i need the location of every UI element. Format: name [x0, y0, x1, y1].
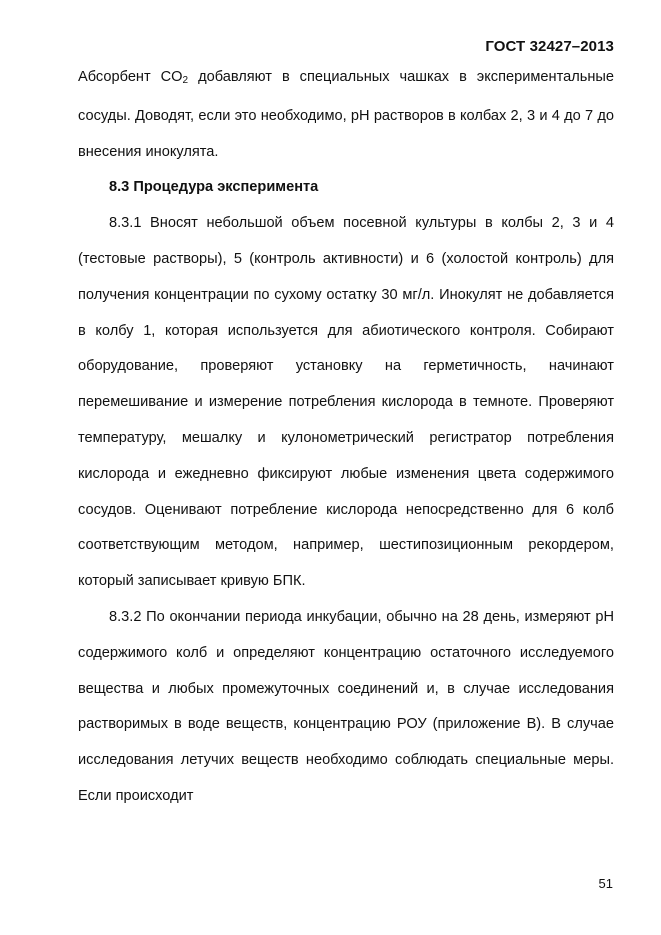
paragraph-absorbent-text-start: Абсорбент CO	[78, 69, 183, 85]
document-body	[78, 60, 614, 815]
paragraph-8-3-2: 8.3.2 По окончании периода инкубации, обычно на 28 день, измеряют pH содержимого колб и определяют концентрацию остаточного исследуемого вещества и любых промежуточных соединений и, в случае исследования растворимых в воде веществ, концентрацию РОУ (приложение B). В случае исследования летучих веществ необходимо соблюдать специальные меры. Если происходит	[78, 608, 614, 804]
paragraph-absorbent-text-end: добавляют в специальных чашках в экспериментальные сосуды. Доводят, если это необходимо, pH растворов в колбах 2, 3 и 4 до 7 до внесения инокулята.	[78, 69, 614, 160]
page-number: 51	[598, 876, 613, 891]
paragraph-8-3-1: 8.3.1 Вносят небольшой объем посевной культуры в колбы 2, 3 и 4 (тестовые растворы), 5 (контроль активности) и 6 (холостой контроль) для получения концентрации по сухому остатку 30 мг/л. Инокулят не добавляется в колбу 1, которая используется для абиотического контроля. Собирают оборудование, проверяют установку на герметичность, начинают перемешивание и измерение потребления кислорода в темноте. Проверяют температуру, мешалку и кулонометрический регистратор потребления кислорода и ежедневно фиксируют любые изменения цвета содержимого сосудов. Оценивают потребление кислорода непосредственно для 6 колб соответствующим методом, например, шестипозиционным рекордером, который записывает кривую БПК.	[78, 215, 614, 590]
co2-subscript: 2	[182, 75, 189, 86]
standard-code-header: ГОСТ 32427–2013	[485, 38, 614, 55]
paragraph-absorbent	[78, 60, 614, 170]
section-heading-8-3: 8.3 Процедура эксперимента	[109, 179, 319, 196]
